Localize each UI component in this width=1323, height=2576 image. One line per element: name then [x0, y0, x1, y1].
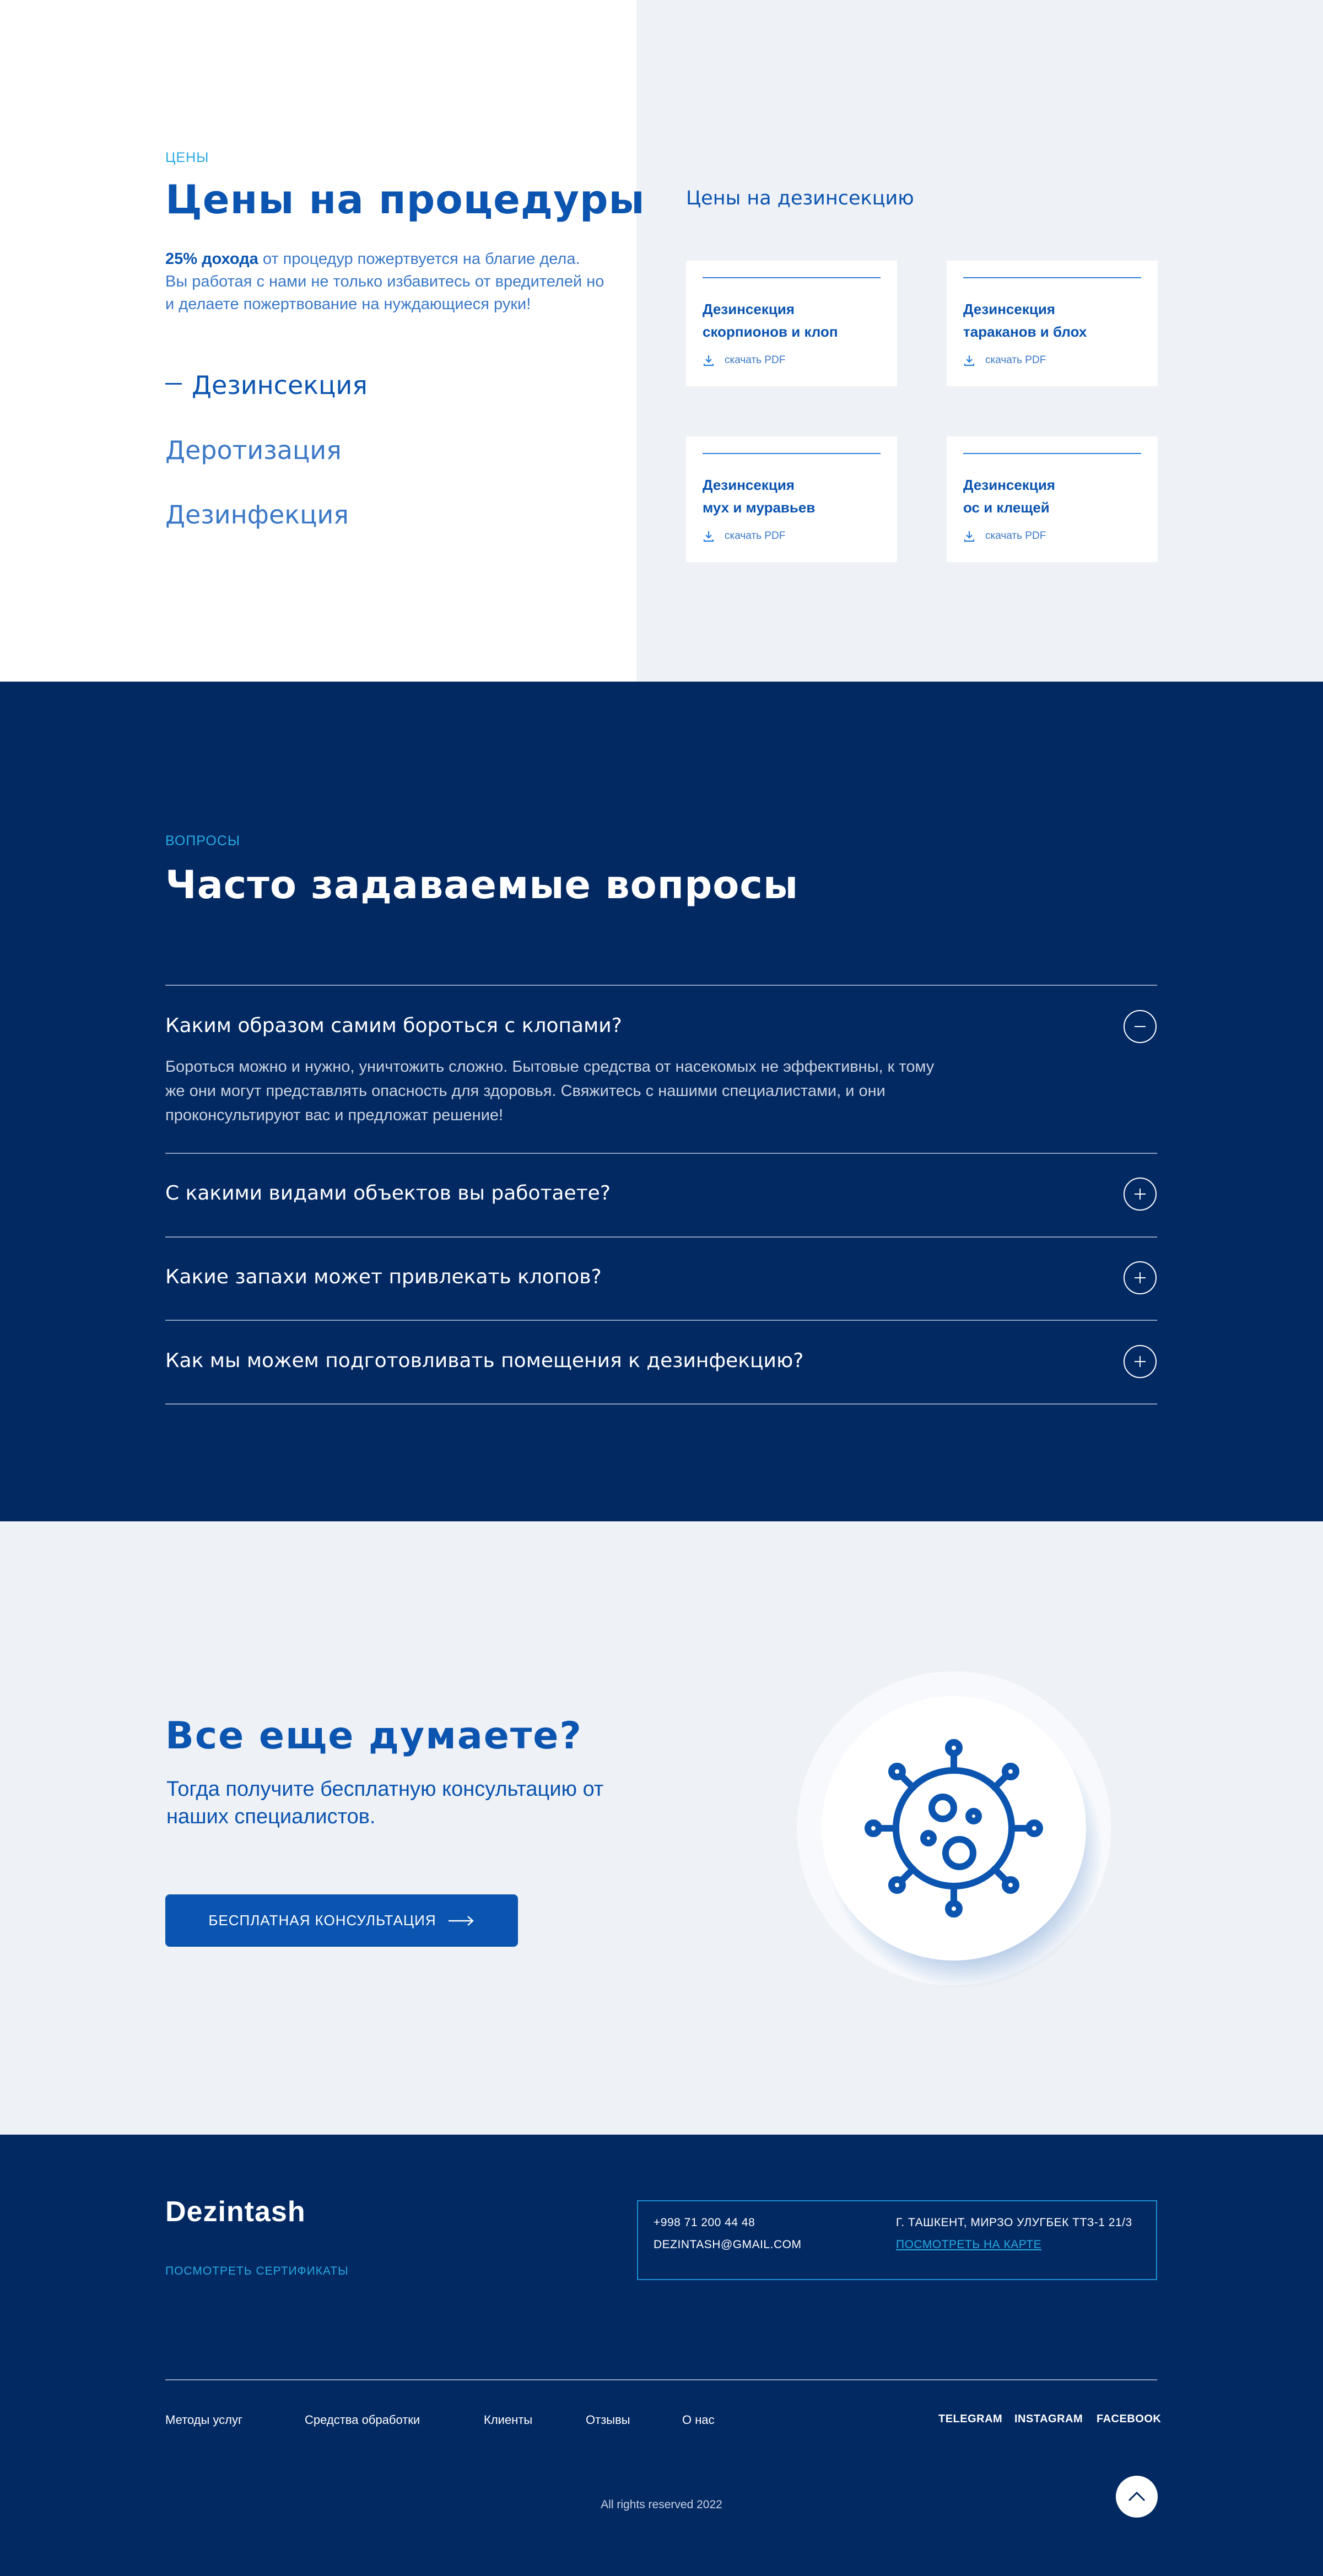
address: Г. ТАШКЕНТ, МИРЗО УЛУГБЕК ТТЗ-1 21/3: [896, 2216, 1132, 2229]
free-consultation-button[interactable]: [165, 1894, 518, 1947]
card-title-line1: Дезинсекция: [963, 301, 1055, 317]
faq-title: Часто задаваемые вопросы: [165, 862, 799, 908]
email[interactable]: DEZINTASH@GMAIL.COM: [654, 2238, 802, 2251]
card-title-line2: скорпионов и клоп: [703, 323, 838, 340]
collapse-minus-icon[interactable]: [1124, 1010, 1157, 1043]
price-card: [686, 261, 897, 386]
scroll-to-top-button[interactable]: [1116, 2476, 1158, 2518]
category-disinsection[interactable]: [165, 370, 368, 400]
footer-nav-methods[interactable]: Методы услуг: [165, 2413, 243, 2427]
card-divider: [963, 453, 1141, 454]
footer-nav-reviews[interactable]: Отзывы: [586, 2413, 630, 2427]
download-icon: [703, 354, 715, 366]
arrow-right-icon: [447, 1915, 475, 1927]
expand-plus-icon[interactable]: [1124, 1261, 1157, 1294]
faq-divider: [165, 1236, 1157, 1238]
virus-illustration: [794, 1668, 1114, 2010]
card-title-line2: тараканов и блох: [963, 323, 1087, 340]
faq-question[interactable]: С какими видами объектов вы работаете?: [165, 1182, 611, 1205]
card-title-line1: Дезинсекция: [703, 477, 795, 493]
download-label: скачать PDF: [985, 354, 1046, 366]
faq-question[interactable]: Каким образом самим бороться с клопами?: [165, 1014, 622, 1037]
facebook-link[interactable]: FACEBOOK: [1097, 2413, 1162, 2425]
faq-question[interactable]: Как мы можем подготовливать помещения к дезинфекцию?: [165, 1349, 804, 1372]
copyright: All rights reserved 2022: [601, 2498, 722, 2511]
footer-divider: [165, 2379, 1157, 2380]
logo[interactable]: Dezintash: [165, 2196, 306, 2228]
card-title-line1: Дезинсекция: [703, 301, 795, 317]
faq-divider: [165, 985, 1157, 986]
prices-eyebrow: ЦЕНЫ: [165, 150, 209, 165]
download-label: скачать PDF: [725, 530, 786, 542]
page-title: Цены на процедуры: [165, 176, 645, 223]
download-pdf-link[interactable]: [963, 354, 1046, 366]
card-title: [703, 474, 884, 519]
category-disinfection[interactable]: Дезинфекция: [165, 500, 349, 530]
faq-question[interactable]: Какие запахи может привлекать клопов?: [165, 1266, 602, 1288]
map-link[interactable]: ПОСМОТРЕТЬ НА КАРТЕ: [896, 2238, 1042, 2251]
download-label: скачать PDF: [985, 530, 1046, 542]
chevron-up-icon: [1127, 2491, 1146, 2502]
download-pdf-link[interactable]: [963, 530, 1046, 542]
faq-divider: [165, 1403, 1157, 1405]
download-pdf-link[interactable]: [703, 354, 785, 366]
cta-subtitle: Тогда получите бесплатную консультацию от наших специалистов.: [166, 1778, 604, 1828]
price-card: [686, 436, 897, 562]
download-label: скачать PDF: [725, 354, 786, 366]
card-divider: [963, 277, 1141, 278]
download-pdf-link[interactable]: [703, 530, 785, 542]
instagram-link[interactable]: INSTAGRAM: [1014, 2413, 1083, 2425]
active-dash: [165, 383, 182, 385]
footer-nav-about[interactable]: О нас: [682, 2413, 715, 2427]
category-label: Дезинсекция: [192, 370, 368, 400]
certificates-link[interactable]: ПОСМОТРЕТЬ СЕРТИФИКАТЫ: [165, 2265, 349, 2277]
faq-eyebrow: ВОПРОСЫ: [165, 833, 241, 849]
faq-answer: Бороться можно и нужно, уничтожить сложно. Бытовые средства от насекомых не эффективны, к тому же они могут представлять опасность для здоровья. Свяжитесь с нашими специалистами, и они проконсультируют вас и предложат решение!: [165, 1058, 935, 1124]
prices-description-bold: 25% дохода: [165, 250, 258, 268]
card-divider: [703, 277, 881, 278]
faq-divider: [165, 1320, 1157, 1321]
card-title-line2: ос и клещей: [963, 499, 1050, 516]
inner-circle: [822, 1696, 1086, 1961]
card-divider: [703, 453, 881, 454]
footer: [0, 2135, 1323, 2576]
cta-title: Все еще думаете?: [165, 1714, 582, 1758]
prices-right-title: Цены на дезинсекцию: [686, 187, 914, 209]
contacts-box: [637, 2200, 1157, 2280]
category-deratization[interactable]: Деротизация: [165, 435, 342, 465]
prices-description-text: от процедур пожертвуется на благие дела. Вы работая с нами не только избавитесь от вредителей но и делаете пожертвование на нуждающиеся руки!: [165, 250, 604, 313]
telegram-link[interactable]: TELEGRAM: [938, 2413, 1003, 2425]
faq-divider: [165, 1153, 1157, 1154]
card-title-line1: Дезинсекция: [963, 477, 1055, 493]
card-title: [963, 298, 1145, 343]
prices-section: [0, 0, 1323, 682]
download-icon: [963, 530, 975, 542]
cta-section: [0, 1521, 1323, 2135]
download-icon: [963, 354, 975, 366]
card-title: [703, 298, 884, 343]
phone[interactable]: +998 71 200 44 48: [654, 2216, 755, 2229]
card-title: [963, 474, 1145, 519]
cta-button-label: БЕСПЛАТНАЯ КОНСУЛЬТАЦИЯ: [208, 1912, 436, 1929]
footer-nav-products[interactable]: Средства обработки: [305, 2413, 420, 2427]
expand-plus-icon[interactable]: [1124, 1178, 1157, 1211]
prices-description: [165, 248, 606, 316]
footer-nav-clients[interactable]: Клиенты: [484, 2413, 533, 2427]
price-card: [947, 436, 1158, 562]
card-title-line2: мух и муравьев: [703, 499, 816, 516]
expand-plus-icon[interactable]: [1124, 1345, 1157, 1378]
faq-section: [0, 682, 1323, 1521]
price-card: [947, 261, 1158, 386]
download-icon: [703, 530, 715, 542]
